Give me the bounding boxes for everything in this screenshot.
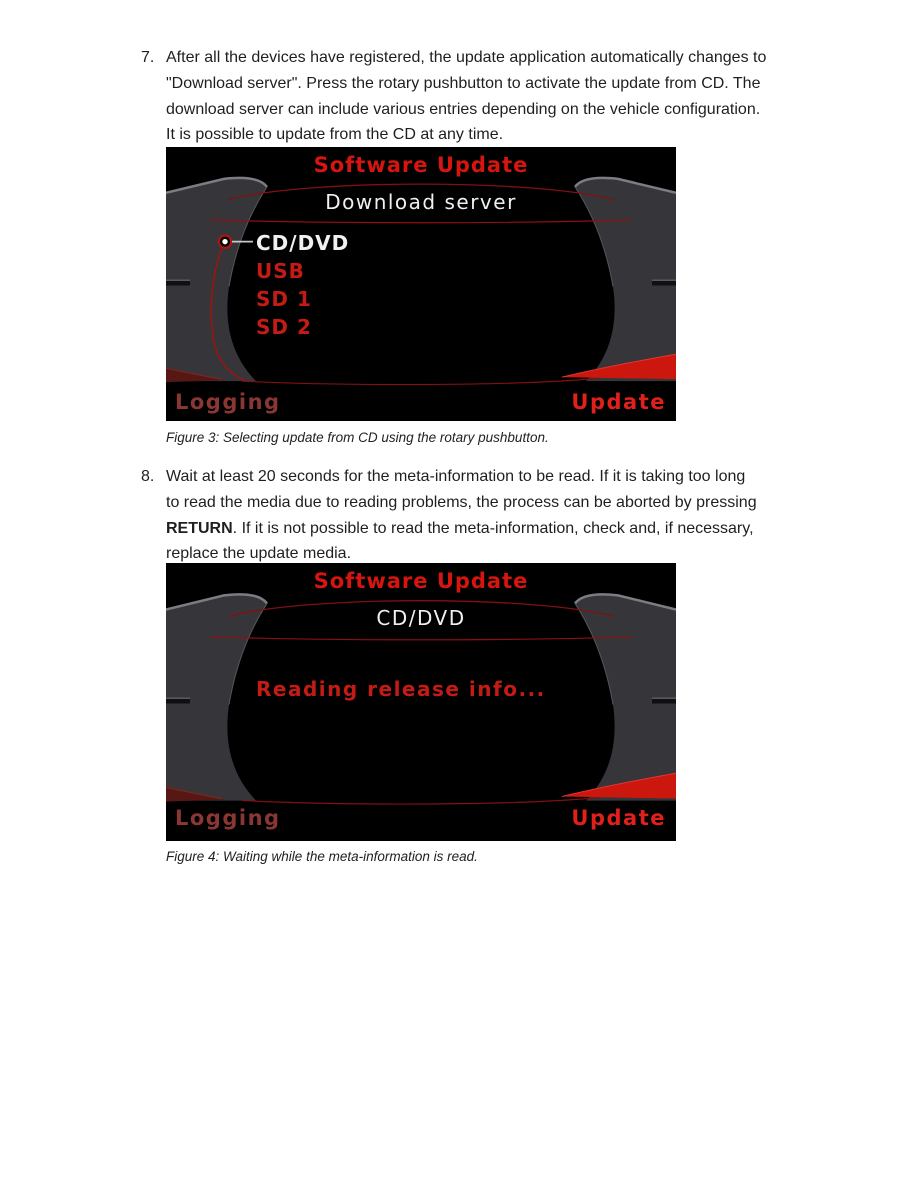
left-slot [166, 698, 190, 703]
return-keyword: RETURN [166, 519, 233, 537]
mmi-logging-button: Logging [175, 390, 281, 414]
selection-dot-icon [222, 239, 227, 244]
header-underline [210, 220, 632, 223]
step-7-number: 7. [141, 49, 155, 66]
screen-bottom-arc [242, 378, 600, 384]
mmi-bezel-graphic [166, 563, 676, 841]
mmi-menu-item-usb: USB [256, 259, 305, 283]
paragraph-line: replace the update media. [166, 545, 352, 563]
mmi-logging-button: Logging [175, 806, 281, 830]
mmi-update-button: Update [571, 390, 666, 414]
paragraph-line: to read the media due to reading problems, the process can be aborted by pressing [166, 493, 757, 511]
figure-3-caption: Figure 3: Selecting update from CD using the rotary pushbutton. [166, 430, 549, 445]
mmi-menu-item-sd1: SD 1 [256, 287, 312, 311]
paragraph-line: download server can include various entries depending on the vehicle configuration. [166, 100, 761, 118]
mmi-source-header: CD/DVD [376, 606, 466, 630]
figure-4-caption: Figure 4: Waiting while the meta-information is read. [166, 849, 478, 864]
figure-4-mmi-screenshot [166, 563, 676, 841]
left-slot-highlight [166, 697, 190, 699]
mmi-source-header: Download server [325, 190, 517, 214]
right-slot [652, 698, 676, 703]
right-slot [652, 281, 676, 286]
right-slot-highlight [652, 697, 676, 699]
paragraph-line: Wait at least 20 seconds for the meta-information to be read. If it is taking too long [166, 468, 746, 485]
mmi-status-text: Reading release info... [256, 677, 546, 701]
mmi-screen-title: Software Update [313, 153, 529, 177]
paragraph-line-rest: . If it is not possible to read the meta-information, check and, if necessary, [232, 519, 754, 537]
paragraph-line: "Download server". Press the rotary pushbutton to activate the update from CD. The [166, 74, 761, 92]
left-slot [166, 281, 190, 286]
mmi-update-button: Update [571, 806, 666, 830]
paragraph-line [166, 516, 757, 542]
screen-bottom-arc [242, 798, 600, 805]
mmi-bezel-graphic [166, 147, 676, 421]
paragraph-line: After all the devices have registered, the update application automatically changes to [166, 49, 767, 66]
step-7-paragraph [166, 45, 766, 148]
mmi-menu-item-sd2: SD 2 [256, 315, 312, 339]
right-slot-highlight [652, 280, 676, 281]
mmi-screen-title: Software Update [313, 569, 529, 593]
mmi-menu-item-cd-dvd: CD/DVD [256, 231, 350, 255]
step-8-paragraph [166, 464, 757, 567]
paragraph-line: It is possible to update from the CD at any time. [166, 126, 504, 144]
header-underline [210, 637, 632, 640]
step-8-number: 8. [141, 468, 155, 485]
left-slot-highlight [166, 280, 190, 281]
figure-3-mmi-screenshot [166, 147, 676, 421]
